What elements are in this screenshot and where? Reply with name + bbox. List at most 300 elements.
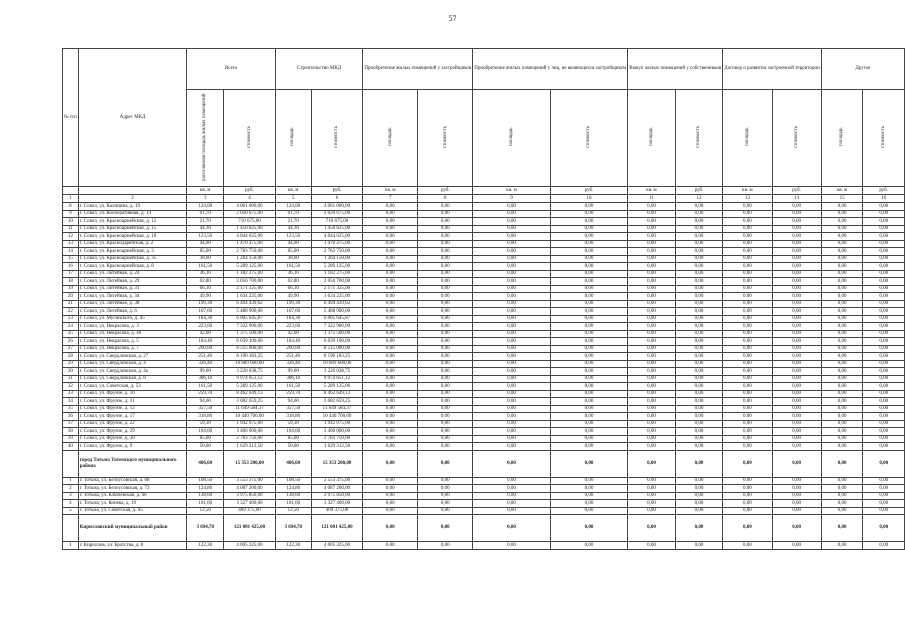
row-value: 0,00 (723, 428, 772, 436)
row-value: 0,00 (863, 270, 905, 278)
row-value: 0,00 (723, 218, 772, 226)
row-value: 0,00 (723, 263, 772, 271)
row-value: 0,00 (723, 500, 772, 508)
row-value: 0,00 (418, 507, 473, 515)
row-value: 0,00 (550, 300, 627, 308)
row-value: 21,70 (275, 218, 311, 226)
row-value: 0,00 (675, 492, 723, 500)
table-row (63, 398, 905, 406)
row-value: 0,00 (628, 507, 676, 515)
row-number: 26 (63, 338, 79, 346)
row-value: 0,00 (723, 413, 772, 421)
row-value: 0,00 (723, 293, 772, 301)
row-value: 0,00 (723, 255, 772, 263)
row-value: 0,00 (550, 330, 627, 338)
row-value: 1 450 825,00 (311, 225, 363, 233)
row-value: 61,70 (275, 210, 311, 218)
row-value: 0,00 (363, 300, 418, 308)
row-value: 2 056 700,00 (311, 278, 363, 286)
row-value: 0,00 (363, 368, 418, 376)
subheader-cost: стоимость (550, 90, 627, 187)
row-address: г. Сокол, ул. Красноармейская, д. 12 (78, 218, 187, 226)
row-value: 0,00 (723, 330, 772, 338)
subheader-area: площадь (473, 90, 550, 187)
row-value: 1 942 075,00 (311, 420, 363, 428)
row-address: г. Сокол, ул. Свердловская, д. 4 (78, 360, 187, 368)
row-value: 306,10 (275, 375, 311, 383)
row-number: 35 (63, 405, 79, 413)
row-value: 0,00 (821, 390, 863, 398)
table-row (63, 248, 905, 256)
row-value: 0,00 (418, 500, 473, 508)
row-value: 0,00 (675, 233, 723, 241)
row-value: 5 488 900,00 (224, 308, 276, 316)
row-value: 0,00 (418, 477, 473, 485)
row-value: 0,00 (418, 225, 473, 233)
row-value: 0,00 (772, 300, 821, 308)
row-value: 0,00 (863, 218, 905, 226)
row-value: 0,00 (418, 233, 473, 241)
row-value: 161,50 (187, 263, 224, 271)
row-value: 0,00 (821, 542, 863, 550)
row-address: г. Сокол, ул. Фрунзе, д. 11 (78, 398, 187, 406)
row-address: г. Тотьма, ул. Белоусовская, д. 72 (78, 485, 187, 493)
row-value: 0,00 (821, 263, 863, 271)
row-value: 1 182 275,00 (224, 270, 276, 278)
row-value: 9 974 651,12 (224, 375, 276, 383)
row-value: 99,00 (275, 368, 311, 376)
row-value: 101,60 (187, 500, 224, 508)
row-value: 123,50 (275, 233, 311, 241)
row-value: 306,10 (187, 375, 224, 383)
table-row (63, 383, 905, 391)
row-value: 710 675,00 (224, 218, 276, 226)
row-value: 1 634 225,00 (311, 293, 363, 301)
column-number: 13 (723, 195, 772, 203)
row-value: 0,00 (821, 507, 863, 515)
row-value: 0,00 (628, 210, 676, 218)
row-value: 0,00 (675, 428, 723, 436)
unit-rub-label: руб. (550, 187, 627, 195)
row-value: 0,00 (550, 420, 627, 428)
row-value: 223,60 (187, 323, 224, 331)
row-value: 259,70 (187, 390, 224, 398)
row-value: 0,00 (628, 542, 676, 550)
row-value: 0,00 (550, 492, 627, 500)
row-value: 5 289 125,00 (224, 263, 276, 271)
row-value: 0,00 (821, 405, 863, 413)
row-value: 1 470 475,00 (224, 240, 276, 248)
row-value: 0,00 (723, 315, 772, 323)
row-value: 2 783 750,00 (311, 248, 363, 256)
subheader-area: площадь (275, 90, 311, 187)
row-value: 0,00 (550, 368, 627, 376)
row-value: 0,00 (772, 285, 821, 293)
row-number: 38 (63, 428, 79, 436)
row-value: 0,00 (550, 338, 627, 346)
row-value: 0,00 (418, 263, 473, 271)
row-address: г. Сокол, ул. Свердловская, д. 4а (78, 368, 187, 376)
row-value: 59,30 (275, 420, 311, 428)
row-value: 0,00 (675, 500, 723, 508)
row-value: 0,00 (473, 420, 550, 428)
row-number: 36 (63, 413, 79, 421)
row-value: 0,00 (772, 492, 821, 500)
row-value: 0,00 (418, 308, 473, 316)
row-value: 0,00 (863, 263, 905, 271)
row-value: 0,00 (628, 330, 676, 338)
row-number: 32 (63, 383, 79, 391)
row-value: 184,30 (275, 315, 311, 323)
row-value: 0,00 (418, 255, 473, 263)
unit-area-label: кв. м (187, 187, 224, 195)
row-address: г. Сокол, ул. Советская, д. 53 (78, 383, 187, 391)
row-value: 0,00 (723, 210, 772, 218)
row-number: 37 (63, 420, 79, 428)
row-value: 0,00 (418, 203, 473, 211)
row-value: 1 942 075,00 (224, 420, 276, 428)
row-value: 0,00 (675, 420, 723, 428)
unit-area-label: кв. м (473, 187, 550, 195)
row-value: 0,00 (821, 218, 863, 226)
column-number: 6 (311, 195, 363, 203)
row-value: 0,00 (821, 278, 863, 286)
row-value: 1 375 500,00 (224, 330, 276, 338)
row-value: 0,00 (863, 323, 905, 331)
row-value: 0,00 (772, 203, 821, 211)
row-value: 124,00 (275, 203, 311, 211)
row-value: 0,00 (723, 398, 772, 406)
row-value: 0,00 (418, 515, 473, 542)
row-value: 0,00 (473, 405, 550, 413)
row-value: 0,00 (628, 375, 676, 383)
row-value: 0,00 (723, 308, 772, 316)
row-value: 0,00 (723, 368, 772, 376)
row-value: 50,00 (275, 443, 311, 451)
row-address: г. Кириллов, ул. Братства, д. 8 (78, 542, 187, 550)
row-value: 8 190 183,25 (311, 353, 363, 361)
row-value: 0,00 (863, 413, 905, 421)
col-header-no: № п/п (63, 49, 79, 187)
column-number: 16 (863, 195, 905, 203)
row-value: 0,00 (418, 323, 473, 331)
row-address: г. Тотьма, ул. Ключевская, д. 40 (78, 492, 187, 500)
row-value: 0,00 (550, 315, 627, 323)
subheader-area: площадь (363, 90, 418, 187)
row-value: 0,00 (772, 278, 821, 286)
row-value: 0,00 (723, 390, 772, 398)
column-number: 15 (821, 195, 863, 203)
row-value: 0,00 (363, 315, 418, 323)
row-value: 0,00 (821, 323, 863, 331)
row-value: 0,00 (772, 360, 821, 368)
row-value: 161,50 (187, 383, 224, 391)
row-value: 49,90 (275, 293, 311, 301)
row-address: г. Сокол, ул. Красноармейская, д. 8 (78, 263, 187, 271)
row-address: г. Тотьма, ул. Конева, д. 19 (78, 500, 187, 508)
unit-area-label: кв. м (723, 187, 772, 195)
row-value: 0,00 (550, 308, 627, 316)
column-number: 4 (224, 195, 276, 203)
table-row (63, 428, 905, 436)
row-value: 3 226 038,75 (224, 368, 276, 376)
row-value: 0,00 (363, 338, 418, 346)
row-value: 0,00 (473, 248, 550, 256)
table-row (63, 345, 905, 353)
row-value: 0,00 (772, 308, 821, 316)
table-row (63, 218, 905, 226)
row-value: 0,00 (363, 330, 418, 338)
row-number: 39 (63, 435, 79, 443)
row-value: 1 629 312,50 (311, 443, 363, 451)
row-value: 0,00 (550, 218, 627, 226)
row-value: 0,00 (418, 338, 473, 346)
column-number: 2 (78, 195, 187, 203)
row-number: 11 (63, 225, 79, 233)
row-address: г. Сокол, ул. Некрасова, д. 40 (78, 330, 187, 338)
row-value: 62,80 (275, 278, 311, 286)
row-value: 0,00 (772, 270, 821, 278)
row-value: 4 044 625,00 (311, 233, 363, 241)
row-value: 0,00 (723, 383, 772, 391)
row-value: 0,00 (418, 542, 473, 550)
row-value: 10 440 700,00 (311, 413, 363, 421)
row-value: 0,00 (473, 383, 550, 391)
row-value: 0,00 (821, 450, 863, 477)
row-value: 5 289 125,00 (311, 383, 363, 391)
row-value: 0,00 (550, 263, 627, 271)
row-value: 0,00 (821, 368, 863, 376)
row-address: г. Сокол, ул. Литейная, д. 29 (78, 278, 187, 286)
row-value: 0,00 (550, 203, 627, 211)
row-value: 62,80 (187, 278, 224, 286)
unit-rub-label: руб. (224, 187, 276, 195)
row-value: 0,00 (473, 353, 550, 361)
unit-area-label: кв. м (363, 187, 418, 195)
row-value: 0,00 (821, 330, 863, 338)
row-value: 0,00 (473, 293, 550, 301)
row-value: 101,60 (275, 500, 311, 508)
row-value: 318,80 (187, 413, 224, 421)
row-value: 0,00 (863, 515, 905, 542)
row-value: 0,00 (473, 492, 550, 500)
table-row (63, 203, 905, 211)
row-value: 4 061 000,00 (311, 203, 363, 211)
table-group-row (63, 450, 905, 477)
row-value: 0,00 (550, 375, 627, 383)
table-group-row (63, 515, 905, 542)
row-value: 21,70 (187, 218, 224, 226)
row-value: 0,00 (772, 477, 821, 485)
row-value: 0,00 (863, 485, 905, 493)
column-number: 1 (63, 195, 79, 203)
row-value: 0,00 (363, 293, 418, 301)
row-value: 0,00 (675, 308, 723, 316)
row-value: 0,00 (363, 492, 418, 500)
row-value: 167,60 (187, 308, 224, 316)
row-value: 0,00 (675, 203, 723, 211)
row-value: 0,00 (675, 515, 723, 542)
row-value: 0,00 (821, 398, 863, 406)
row-value: 0,00 (628, 293, 676, 301)
row-value: 0,00 (418, 315, 473, 323)
table-row (63, 368, 905, 376)
row-value: 0,00 (821, 233, 863, 241)
row-value: 0,00 (772, 345, 821, 353)
row-value: 1 629 312,50 (224, 443, 276, 451)
row-value: 0,00 (418, 390, 473, 398)
row-value: 0,00 (675, 293, 723, 301)
group-header-other: Другое (821, 49, 904, 90)
row-value: 5 289 125,00 (224, 383, 276, 391)
row-value: 0,00 (473, 515, 550, 542)
row-value: 0,00 (675, 240, 723, 248)
row-value: 6 005 645,87 (224, 315, 276, 323)
row-value: 0,00 (418, 210, 473, 218)
row-value: 167,60 (275, 308, 311, 316)
row-value: 66,30 (275, 285, 311, 293)
col-header-address: Адрес МКД (78, 49, 187, 187)
row-value: 3 327 400,00 (311, 500, 363, 508)
subheader-area: площадь (723, 90, 772, 187)
row-value: 124,80 (275, 485, 311, 493)
row-value: 0,00 (628, 443, 676, 451)
subheader-cost: стоимость (863, 90, 905, 187)
row-number: 23 (63, 315, 79, 323)
group-header-construction: Строительство МКД (275, 49, 362, 90)
column-number: 12 (675, 195, 723, 203)
row-value: 36,10 (187, 270, 224, 278)
row-value: 5 289 125,00 (311, 263, 363, 271)
row-value: 0,00 (863, 435, 905, 443)
row-value: 0,00 (863, 353, 905, 361)
unit-rub-label: руб. (418, 187, 473, 195)
row-value: 0,00 (723, 420, 772, 428)
row-value: 0,00 (863, 500, 905, 508)
row-value: 0,00 (418, 428, 473, 436)
row-value: 710 675,00 (311, 218, 363, 226)
row-number: 5 (63, 507, 79, 515)
row-value: 0,00 (675, 360, 723, 368)
row-value: 0,00 (863, 345, 905, 353)
row-address: г. Сокол, ул. Литейная, д. 34 (78, 293, 187, 301)
row-number: 9 (63, 210, 79, 218)
row-value: 0,00 (723, 492, 772, 500)
row-value: 1 470 475,00 (311, 240, 363, 248)
row-value: 0,00 (821, 255, 863, 263)
row-value: 0,00 (473, 278, 550, 286)
row-value: 3 975 850,00 (311, 492, 363, 500)
table-row (63, 405, 905, 413)
unit-rub-label: руб. (772, 187, 821, 195)
row-value: 0,00 (675, 435, 723, 443)
row-number: 20 (63, 293, 79, 301)
row-value: 0,00 (723, 477, 772, 485)
row-value: 38,60 (187, 255, 224, 263)
table-row (63, 492, 905, 500)
row-value: 104,00 (275, 428, 311, 436)
row-address: г. Сокол, ул. Фрунзе, д. 9 (78, 443, 187, 451)
row-number: 34 (63, 398, 79, 406)
row-value: 0,00 (418, 360, 473, 368)
row-value: 3 406 000,00 (311, 428, 363, 436)
row-value: 0,00 (772, 315, 821, 323)
row-value: 0,00 (821, 515, 863, 542)
row-value: 4 005 325,00 (311, 542, 363, 550)
row-number: 8 (63, 203, 79, 211)
subheader-cost: стоимость (772, 90, 821, 187)
row-value: 138,60 (275, 492, 311, 500)
row-value: 0,00 (863, 278, 905, 286)
row-value: 44,90 (187, 240, 224, 248)
row-value: 0,00 (473, 218, 550, 226)
row-value: 0,00 (772, 233, 821, 241)
row-value: 0,00 (418, 293, 473, 301)
row-value: 0,00 (363, 420, 418, 428)
row-value: 2 020 675,00 (224, 210, 276, 218)
table-row (63, 375, 905, 383)
row-address: г. Сокол, ул. Фрунзе, д. 17 (78, 413, 187, 421)
row-value: 0,00 (863, 285, 905, 293)
row-value: 0,00 (550, 477, 627, 485)
row-number: 16 (63, 263, 79, 271)
row-value: 161,50 (275, 263, 311, 271)
row-value: 0,00 (821, 270, 863, 278)
row-address: г. Сокол, ул. Свердловская, д. 8 (78, 375, 187, 383)
row-value: 0,00 (821, 210, 863, 218)
row-address: город Тотьма Тотемского муниципального района (78, 450, 187, 477)
row-value: 121 001 425,00 (224, 515, 276, 542)
row-value: 0,00 (473, 323, 550, 331)
row-value: 0,00 (821, 360, 863, 368)
row-address: г. Сокол, ул. Фрунзе, д. 30 (78, 435, 187, 443)
row-value: 0,00 (723, 278, 772, 286)
row-value: 259,70 (275, 390, 311, 398)
row-value: 0,00 (863, 420, 905, 428)
row-value: 0,00 (723, 485, 772, 493)
row-value: 0,00 (772, 263, 821, 271)
row-value: 0,00 (363, 542, 418, 550)
row-value: 0,00 (772, 240, 821, 248)
subheader-resettled-area: расселяемая площадь жилых помещений (187, 90, 224, 187)
row-value: 2 783 750,00 (224, 435, 276, 443)
row-value: 0,00 (363, 375, 418, 383)
row-value: 0,00 (772, 375, 821, 383)
row-value: 0,00 (675, 255, 723, 263)
row-value: 0,00 (723, 515, 772, 542)
row-value: 0,00 (821, 375, 863, 383)
row-value: 0,00 (363, 450, 418, 477)
row-value: 0,00 (863, 233, 905, 241)
row-value: 0,00 (772, 210, 821, 218)
row-value: 0,00 (363, 360, 418, 368)
row-value: 0,00 (473, 428, 550, 436)
row-value: 0,00 (675, 263, 723, 271)
row-value: 0,00 (418, 443, 473, 451)
table-row (63, 315, 905, 323)
row-value: 0,00 (772, 383, 821, 391)
row-value: 0,00 (772, 225, 821, 233)
table-row (63, 443, 905, 451)
row-value: 121 001 425,00 (311, 515, 363, 542)
row-value: 2 783 750,00 (224, 248, 276, 256)
row-value: 0,00 (628, 398, 676, 406)
row-value: 0,00 (723, 360, 772, 368)
row-value: 0,00 (772, 390, 821, 398)
row-value: 0,00 (473, 203, 550, 211)
row-value: 0,00 (723, 542, 772, 550)
row-value: 0,00 (473, 398, 550, 406)
